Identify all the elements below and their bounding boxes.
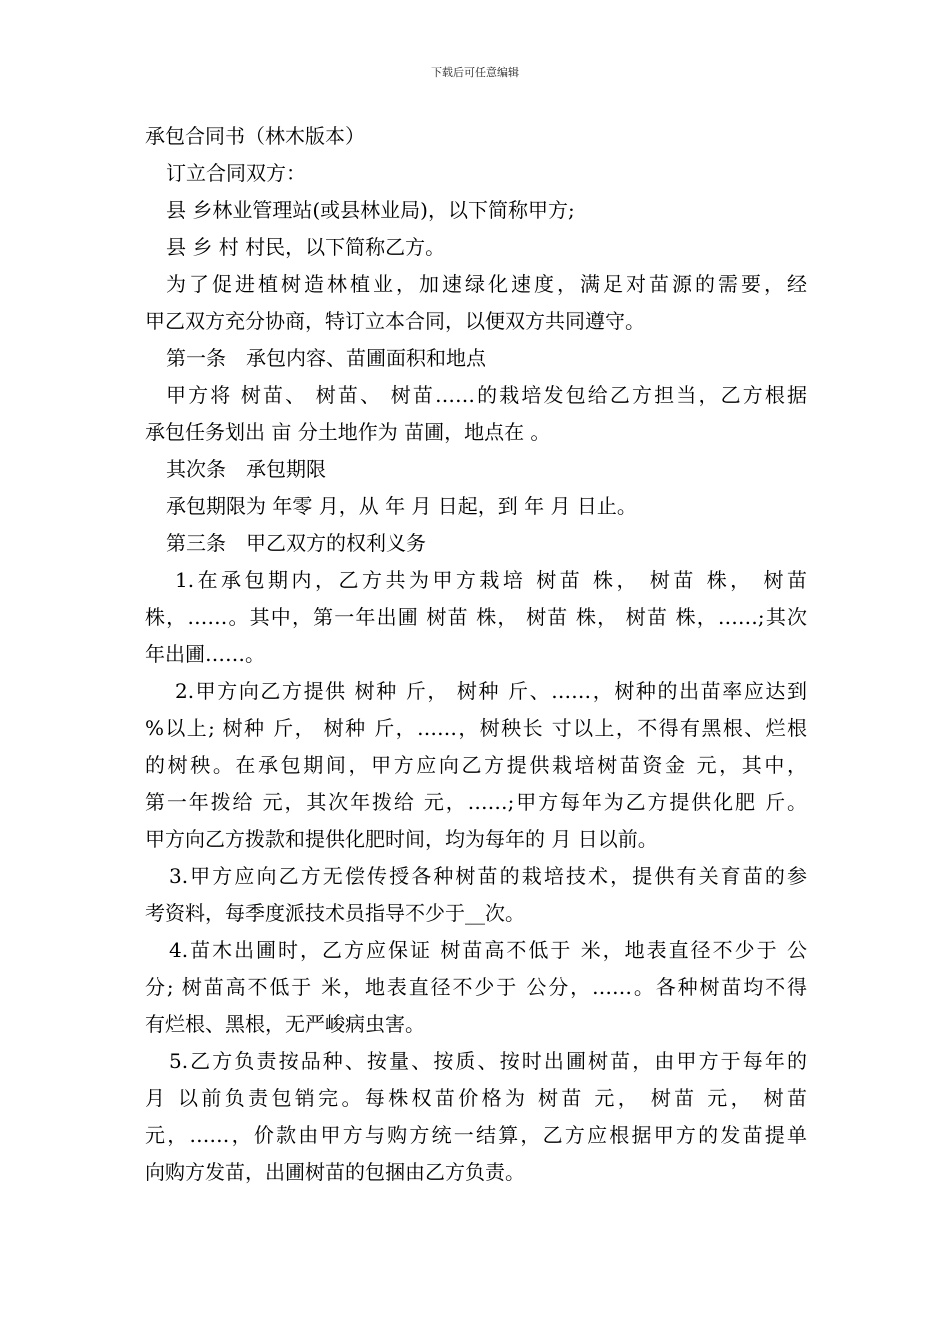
clause-line: 第一年拨给 元，其次年拨给 元，……;甲方每年为乙方提供化肥 斤。 xyxy=(145,790,807,814)
document-title: 承包合同书（林木版本） xyxy=(145,124,365,148)
document-body xyxy=(145,118,807,1191)
clause-line: 有烂根、黑根，无严峻病虫害。 xyxy=(145,1012,425,1036)
clause-line: 年出圃……。 xyxy=(145,642,265,666)
paragraph-line: 为了促进植树造林植业，加速绿化速度，满足对苗源的需要，经 xyxy=(166,272,807,296)
paragraph-line: 甲方将 树苗、 树苗、 树苗……的栽培发包给乙方担当，乙方根据 xyxy=(166,383,807,407)
section-heading: 第三条 甲乙双方的权利义务 xyxy=(166,531,426,555)
paragraph-line: 甲乙双方充分协商，特订立本合同，以便双方共同遵守。 xyxy=(145,309,645,333)
clause-line: 2.甲方向乙方提供 树种 斤， 树种 斤、……，树种的出苗率应达到 xyxy=(175,679,807,703)
clause-line: 株，……。其中，第一年出圃 树苗 株， 树苗 株， 树苗 株，……;其次 xyxy=(145,605,807,629)
clause-line: 月 以前负责包销完。每株权苗价格为 树苗 元， 树苗 元， 树苗 xyxy=(145,1086,807,1110)
paragraph-line: 承包任务划出 亩 分土地作为 苗圃，地点在 。 xyxy=(145,420,551,444)
clause-line: 向购方发苗，出圃树苗的包捆由乙方负责。 xyxy=(145,1160,525,1184)
clause-line: 分; 树苗高不低于 米，地表直径不少于 公分，……。各种树苗均不得 xyxy=(145,975,807,999)
clause-line: 1.在承包期内，乙方共为甲方栽培 树苗 株， 树苗 株， 树苗 xyxy=(175,568,807,592)
paragraph-line: 订立合同双方： xyxy=(166,161,306,185)
paragraph-line: 承包期限为 年零 月，从 年 月 日起，到 年 月 日止。 xyxy=(166,494,637,518)
paragraph-line: 县 乡 村 村民，以下简称乙方。 xyxy=(166,235,446,259)
clause-line: 5.乙方负责按品种、按量、按质、按时出圃树苗，由甲方于每年的 xyxy=(169,1049,807,1073)
section-heading: 其次条 承包期限 xyxy=(166,457,326,481)
section-heading: 第一条 承包内容、苗圃面积和地点 xyxy=(166,346,486,370)
paragraph-line: 县 乡林业管理站(或县林业局)，以下简称甲方; xyxy=(166,198,575,222)
clause-line: 4.苗木出圃时，乙方应保证 树苗高不低于 米，地表直径不少于 公 xyxy=(169,938,807,962)
clause-line: %以上; 树种 斤， 树种 斤，……，树秧长 寸以上，不得有黑根、烂根 xyxy=(145,716,807,740)
clause-line: 3.甲方应向乙方无偿传授各种树苗的栽培技术，提供有关育苗的参 xyxy=(169,864,807,888)
page-header: 下载后可任意编辑 xyxy=(431,66,519,79)
clause-line: 甲方向乙方拨款和提供化肥时间，均为每年的 月 日以前。 xyxy=(145,827,658,851)
clause-line: 的树秧。在承包期间，甲方应向乙方提供栽培树苗资金 元，其中， xyxy=(145,753,807,777)
clause-line: 考资料，每季度派技术员指导不少于__次。 xyxy=(145,901,525,925)
clause-line: 元，……，价款由甲方与购方统一结算，乙方应根据甲方的发苗提单 xyxy=(145,1123,807,1147)
